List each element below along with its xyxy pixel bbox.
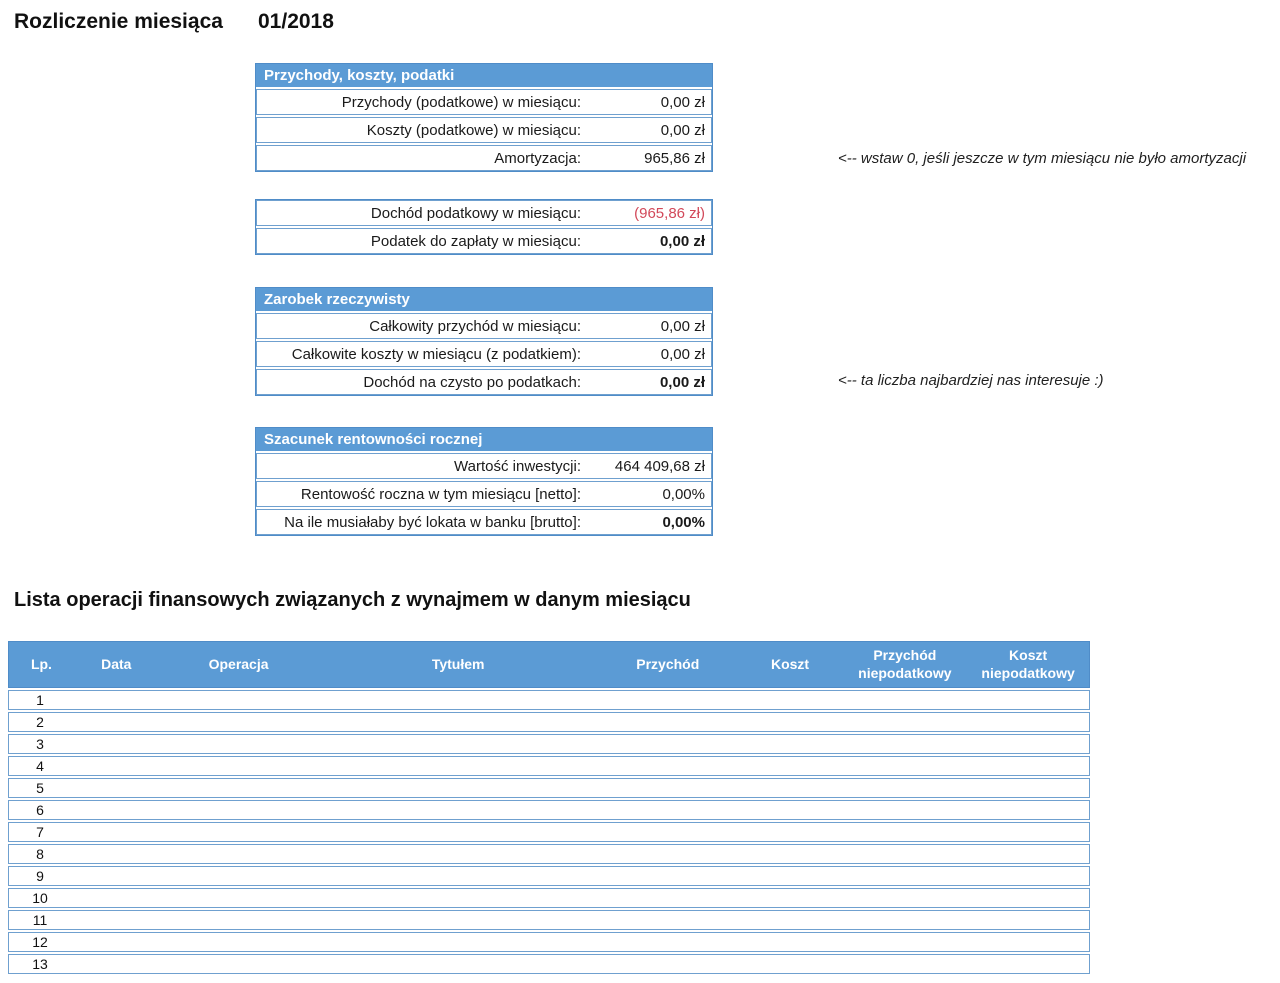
row-number: 1 [36, 692, 44, 708]
operations-row [8, 910, 1090, 930]
row-label: Rentowość roczna w tym miesiącu [netto]: [300, 485, 581, 503]
row-value: 0,00 zł [659, 232, 705, 250]
operations-row [8, 888, 1090, 908]
table-header: Szacunek rentowności rocznej [256, 428, 712, 451]
row-number: 4 [36, 758, 44, 774]
row-label: Podatek do zapłaty w miesiącu: [370, 232, 581, 250]
table-row [256, 117, 712, 143]
row-value: 0,00 zł [660, 345, 705, 363]
table-row [256, 369, 712, 395]
row-number: 10 [32, 890, 48, 906]
row-number: 12 [32, 934, 48, 950]
row-value-negative: (965,86 zł) [634, 204, 705, 222]
summary-table-szacunek-rentownosci [255, 427, 713, 536]
operations-table-header [8, 641, 1090, 688]
row-number: 6 [36, 802, 44, 818]
operations-row [8, 954, 1090, 974]
table-row [256, 313, 712, 339]
column-header-tytulem: Tytułem [431, 655, 485, 672]
column-header-koszt: Koszt [770, 655, 810, 672]
row-number: 13 [32, 956, 48, 972]
row-number: 8 [36, 846, 44, 862]
operations-row [8, 932, 1090, 952]
table-row [256, 228, 712, 254]
row-number: 5 [36, 780, 44, 796]
operations-table [8, 641, 1090, 974]
row-value: 0,00 zł [660, 317, 705, 335]
annotation-dochod: <-- ta liczba najbardziej nas interesuje :) [838, 372, 1104, 389]
table-row [256, 145, 712, 171]
operations-row [8, 712, 1090, 732]
column-header-koszt-niepodatkowy: Koszt niepodatkowy [981, 647, 1075, 681]
operations-row [8, 690, 1090, 710]
column-header-operacja: Operacja [208, 655, 269, 672]
row-label: Dochód na czysto po podatkach: [363, 373, 581, 391]
operations-row [8, 734, 1090, 754]
summary-table-zarobek-rzeczywisty [255, 287, 713, 396]
table-row [256, 453, 712, 479]
operations-row [8, 778, 1090, 798]
row-number: 11 [32, 912, 48, 928]
column-header-przychod-niepodatkowy: Przychód niepodatkowy [858, 647, 952, 681]
operations-section-title: Lista operacji finansowych związanych z wynajmem w danym miesiącu [14, 589, 691, 611]
row-value: 464 409,68 zł [614, 457, 705, 475]
table-row [256, 89, 712, 115]
table-row [256, 481, 712, 507]
row-number: 2 [36, 714, 44, 730]
row-value: 0,00% [662, 513, 705, 531]
page-title: Rozliczenie miesiąca [14, 10, 223, 33]
row-value: 0,00 zł [660, 93, 705, 111]
annotation-amortyzacja: <-- wstaw 0, jeśli jeszcze w tym miesiącu nie było amortyzacji [838, 150, 1247, 167]
operations-row [8, 844, 1090, 864]
row-value: 0,00% [662, 485, 705, 503]
table-row [256, 341, 712, 367]
row-label: Wartość inwestycji: [454, 457, 581, 475]
row-value: 0,00 zł [659, 373, 705, 391]
row-label: Przychody (podatkowe) w miesiącu: [341, 93, 581, 111]
row-label: Amortyzacja: [494, 149, 581, 167]
column-header-lp: Lp. [30, 655, 52, 672]
operations-row [8, 756, 1090, 776]
row-label: Dochód podatkowy w miesiącu: [370, 204, 581, 222]
row-label: Koszty (podatkowe) w miesiącu: [366, 121, 581, 139]
row-value: 0,00 zł [660, 121, 705, 139]
operations-row [8, 866, 1090, 886]
table-row [256, 200, 712, 226]
table-row [256, 509, 712, 535]
column-header-przychod: Przychód [636, 655, 700, 672]
page-month: 01/2018 [258, 10, 334, 33]
row-value: 965,86 zł [644, 149, 705, 167]
row-number: 3 [36, 736, 44, 752]
table-header: Zarobek rzeczywisty [256, 288, 712, 311]
row-number: 9 [36, 868, 44, 884]
table-header: Przychody, koszty, podatki [256, 64, 712, 87]
operations-row [8, 822, 1090, 842]
operations-row [8, 800, 1090, 820]
row-label: Na ile musiałaby być lokata w banku [brutto]: [284, 513, 581, 531]
summary-table-przychody-koszty-podatki [255, 63, 713, 172]
column-header-data: Data [101, 655, 132, 672]
row-label: Całkowity przychód w miesiącu: [369, 317, 581, 335]
row-label: Całkowite koszty w miesiącu (z podatkiem): [291, 345, 581, 363]
summary-table-dochod-podatek [255, 199, 713, 255]
row-number: 7 [36, 824, 44, 840]
